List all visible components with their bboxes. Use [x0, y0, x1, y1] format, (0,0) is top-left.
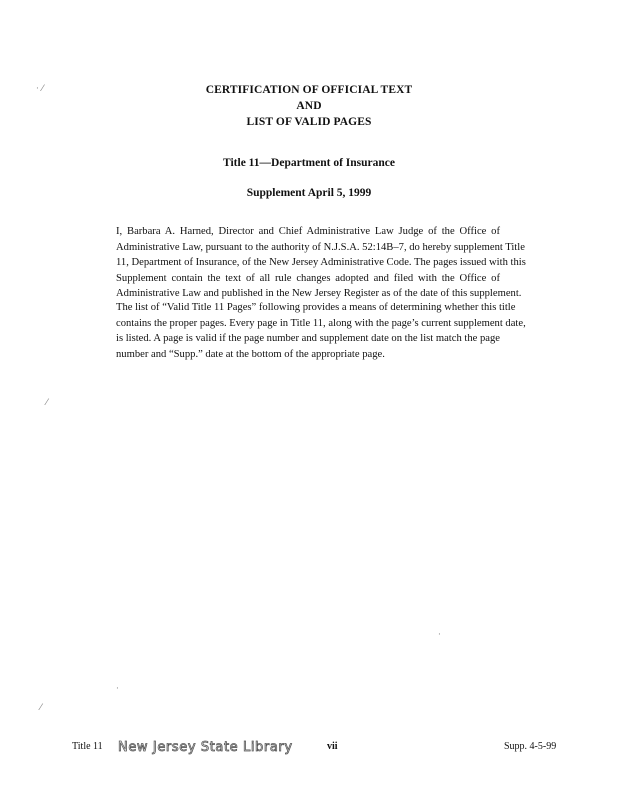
margin-mark: · ⁄	[36, 84, 44, 94]
paragraph-2-line: is listed. A page is valid if the page number and supplement date on the list match the page	[116, 333, 500, 344]
margin-mark: ⁄	[46, 398, 48, 408]
supplement-heading: Supplement April 5, 1999	[246, 187, 372, 199]
paragraph-2-line: contains the proper pages. Every page in Title 11, along with the page’s current supplement date,	[116, 317, 526, 329]
paragraph-1-line: Supplement contain the text of all rule changes adopted and filed with the Office of	[116, 272, 500, 284]
margin-mark: ⁄	[40, 703, 42, 713]
paragraph-2-line: The list of “Valid Title 11 Pages” following provides a means of determining whether this title	[116, 302, 516, 313]
certification-heading	[0, 82, 618, 130]
scan-dot: ·	[116, 684, 119, 694]
footer-page-number: vii	[327, 741, 338, 752]
heading-line-1: CERTIFICATION OF OFFICIAL TEXT	[205, 84, 413, 96]
paragraph-2-line: number and “Supp.” date at the bottom of the appropriate page.	[116, 348, 385, 360]
certification-paragraph	[116, 224, 526, 302]
heading-line-3: LIST OF VALID PAGES	[246, 116, 372, 128]
scan-dot: ·	[438, 630, 441, 640]
title-heading: Title 11—Department of Insurance	[223, 157, 395, 169]
paragraph-1-line: I, Barbara A. Harned, Director and Chief Administrative Law Judge of the Office of	[116, 226, 500, 237]
valid-pages-paragraph	[116, 300, 526, 362]
paragraph-1-line: Administrative Law and published in the New Jersey Register as of the date of this supplement.	[116, 288, 522, 299]
heading-line-2: AND	[296, 100, 322, 112]
footer-title-label: Title 11	[72, 741, 103, 752]
library-stamp: New Jersey State Library	[118, 740, 293, 755]
footer-supplement-date: Supp. 4-5-99	[504, 741, 557, 752]
paragraph-1-line: Administrative Law, pursuant to the authority of N.J.S.A. 52:14B–7, do hereby supplement Title	[116, 241, 525, 253]
paragraph-1-line: 11, Department of Insurance, of the New Jersey Administrative Code. The pages issued with this	[116, 257, 526, 268]
